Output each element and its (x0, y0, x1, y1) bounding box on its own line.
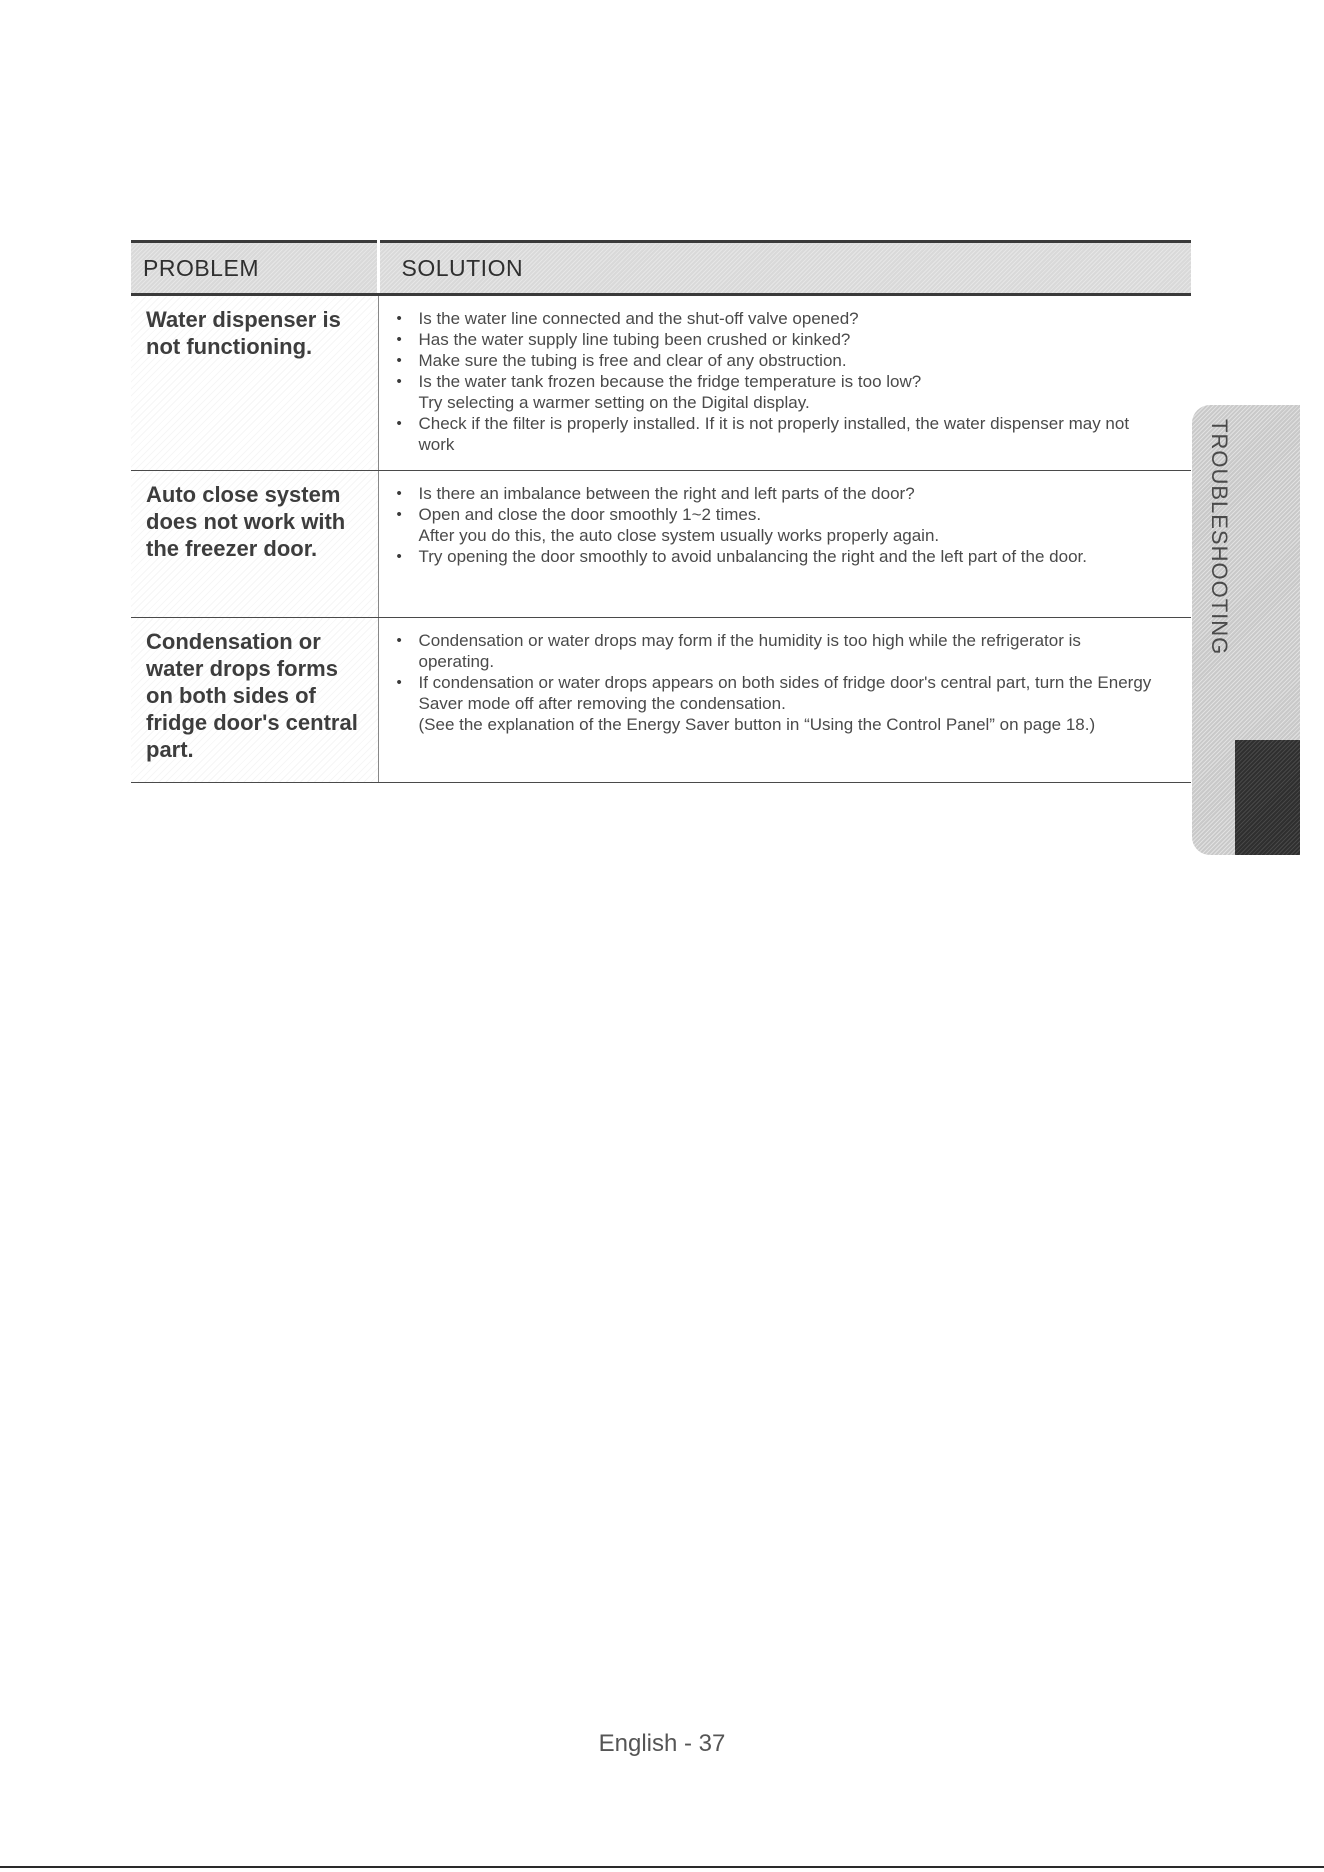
tab-marker-block (1235, 740, 1300, 855)
list-item (395, 308, 1162, 329)
problem-text: Auto close system does not work with the freezer door. (146, 482, 346, 561)
list-item (395, 630, 1162, 672)
bottom-divider (0, 1866, 1324, 1868)
problem-text: Condensation or water drops forms on both sides of fridge door's central part. (146, 629, 358, 762)
list-item (395, 350, 1162, 371)
bullet-icon: • (396, 331, 402, 348)
bullet-icon: • (396, 310, 402, 327)
solution-text: Open and close the door smoothly 1~2 times. (418, 505, 762, 524)
solution-text: Check if the filter is properly installed. If it is not properly installed, the water dispenser may not work (418, 414, 1130, 454)
list-item (395, 504, 1162, 546)
list-item (395, 672, 1162, 735)
bullet-icon: • (396, 548, 402, 565)
list-item (395, 371, 1162, 413)
problem-cell (131, 618, 378, 783)
table-row (131, 295, 1191, 471)
bullet-icon: • (396, 506, 402, 523)
troubleshooting-table (131, 240, 1191, 783)
solution-text: Try opening the door smoothly to avoid unbalancing the right and the left part of the door. (418, 547, 1087, 566)
solution-list (395, 308, 1162, 455)
bullet-icon: • (396, 485, 402, 502)
bullet-icon: • (396, 352, 402, 369)
section-side-tab (1192, 405, 1300, 855)
problem-cell (131, 471, 378, 618)
solution-text: Make sure the tubing is free and clear of any obstruction. (418, 351, 847, 370)
problem-column-header: PROBLEM (131, 242, 378, 295)
solution-text: Has the water supply line tubing been crushed or kinked? (418, 330, 851, 349)
table-row (131, 471, 1191, 618)
solution-note: (See the explanation of the Energy Saver button in “Using the Control Panel” on page 18.) (418, 715, 1096, 734)
solution-text: Is the water tank frozen because the fridge temperature is too low? (418, 372, 922, 391)
solution-note: Try selecting a warmer setting on the Digital display. (418, 393, 810, 412)
table-header-row (131, 242, 1191, 295)
bullet-icon: • (396, 632, 402, 649)
solution-note: After you do this, the auto close system usually works properly again. (418, 526, 940, 545)
bullet-icon: • (396, 674, 402, 691)
section-tab-label: TROUBLESHOOTING (1207, 419, 1232, 656)
page-number: English - 37 (598, 1730, 726, 1757)
solution-cell (378, 295, 1191, 471)
list-item (395, 483, 1162, 504)
solution-cell (378, 471, 1191, 618)
solution-list (395, 630, 1162, 735)
solution-text: Is the water line connected and the shut-off valve opened? (418, 309, 859, 328)
solution-text: Is there an imbalance between the right and left parts of the door? (418, 484, 915, 503)
list-item (395, 413, 1162, 455)
problem-text: Water dispenser is not functioning. (146, 307, 341, 359)
problem-cell (131, 295, 378, 471)
list-item (395, 546, 1162, 567)
solution-text: Condensation or water drops may form if the humidity is too high while the refrigerator is operating. (418, 631, 1081, 671)
bullet-icon: • (396, 373, 402, 390)
solution-list (395, 483, 1162, 567)
solution-text: If condensation or water drops appears on both sides of fridge door's central part, turn the Energy Saver mode off after removing the condensation. (418, 673, 1152, 713)
solution-cell (378, 618, 1191, 783)
bullet-icon: • (396, 415, 402, 432)
table-row (131, 618, 1191, 783)
list-item (395, 329, 1162, 350)
solution-column-header: SOLUTION (378, 242, 1191, 295)
